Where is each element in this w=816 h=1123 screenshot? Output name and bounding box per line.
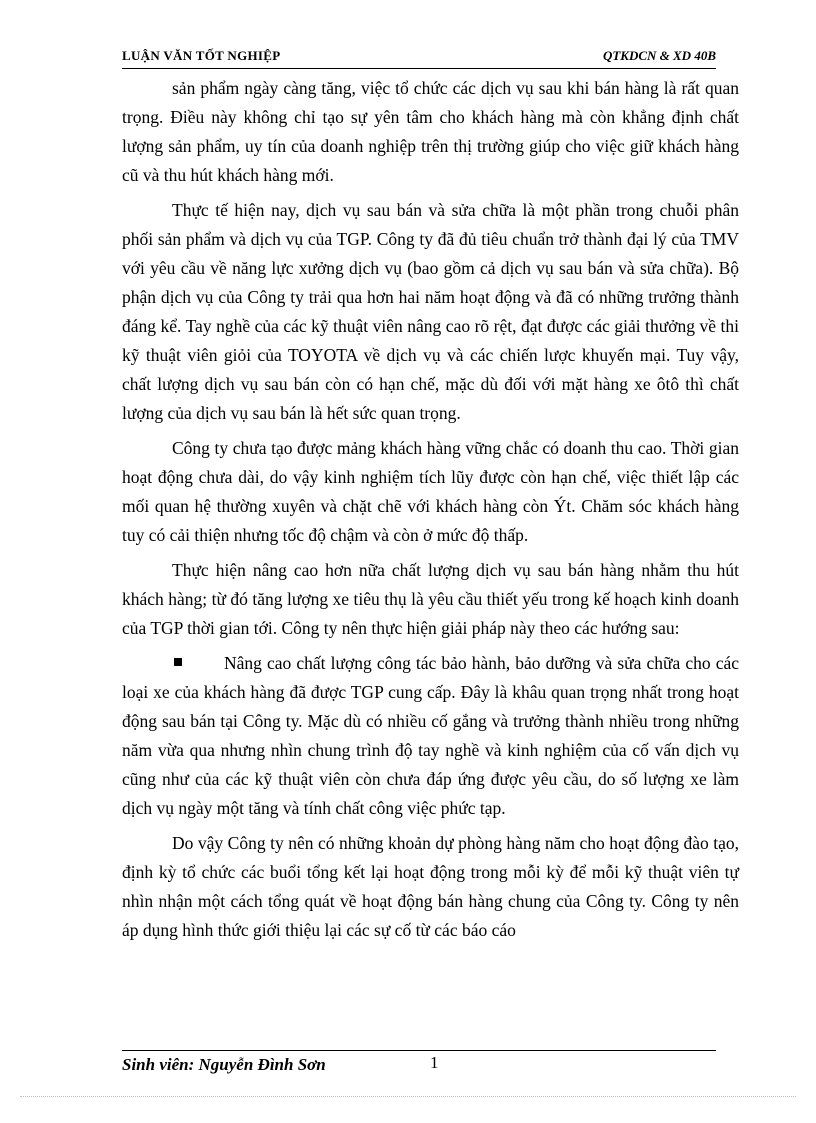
footer-rule <box>122 1050 716 1051</box>
page-number: 1 <box>430 1053 439 1072</box>
paragraph-4: Thực hiện nâng cao hơn nữa chất lượng dịch vụ sau bán hàng nhằm thu hút khách hàng; từ đó tăng lượng xe tiêu thụ là yêu cầu thiết yếu trong kế hoạch kinh doanh của TGP thời gian tới. Công ty nên thực hiện giải pháp này theo các hướng sau: <box>122 560 739 638</box>
document-body <box>122 74 739 951</box>
bullet-text: Nâng cao chất lượng công tác bảo hành, bảo dưỡng và sửa chữa cho các loại xe của khách hàng đã được TGP cung cấp. Đây là khâu quan trọng nhất trong hoạt động sau bán tại Công ty. Mặc dù có nhiều cố gắng và trưởng thành nhiều trong những năm vừa qua nhưng nhìn chung trình độ tay nghề và kinh nghiệm của cố vấn dịch vụ cũng như của các kỹ thuật viên còn chưa đáp ứng được yêu cầu, do số lượng xe làm dịch vụ ngày một tăng và tính chất công việc phức tạp. <box>122 653 739 818</box>
footer-student-name: Sinh viên: Nguyễn Đình Sơn <box>122 1055 326 1074</box>
header-rule <box>122 68 716 69</box>
header-class-code: QTKDCN & XD 40B <box>602 48 716 63</box>
bullet-item <box>122 649 739 823</box>
paragraph-1: sản phẩm ngày càng tăng, việc tổ chức các dịch vụ sau khi bán hàng là rất quan trọng. Điều này không chỉ tạo sự yên tâm cho khách hàng mà còn khẳng định chất lượng sản phẩm, uy tín của doanh nghiệp trên thị trường giúp cho việc giữ khách hàng cũ và thu hút khách hàng mới. <box>122 78 739 185</box>
page-header <box>122 48 716 68</box>
square-bullet-icon <box>174 658 182 666</box>
header-thesis-title: LUẬN VĂN TỐT NGHIỆP <box>122 48 281 63</box>
page-bottom-dotted-border <box>20 1096 796 1097</box>
paragraph-5: Do vậy Công ty nên có những khoản dự phòng hàng năm cho hoạt động đào tạo, định kỳ tổ chức các buổi tổng kết lại hoạt động trong mỗi kỳ để mỗi kỹ thuật viên tự nhìn nhận một cách tổng quát về hoạt động bán hàng chung của Công ty. Công ty nên áp dụng hình thức giới thiệu lại các sự cố từ các báo cáo <box>122 833 739 940</box>
paragraph-3: Công ty chưa tạo được mảng khách hàng vững chắc có doanh thu cao. Thời gian hoạt động chưa dài, do vậy kinh nghiệm tích lũy được còn hạn chế, việc thiết lập các mối quan hệ thường xuyên và chặt chẽ với khách hàng còn Ýt. Chăm sóc khách hàng tuy có cải thiện nhưng tốc độ chậm và còn ở mức độ thấp. <box>122 438 739 545</box>
paragraph-2: Thực tế hiện nay, dịch vụ sau bán và sửa chữa là một phần trong chuỗi phân phối sản phẩm và dịch vụ của TGP. Công ty đã đủ tiêu chuẩn trở thành đại lý của TMV với yêu cầu về năng lực xưởng dịch vụ (bao gồm cả dịch vụ sau bán và sửa chữa). Bộ phận dịch vụ của Công ty trải qua hơn hai năm hoạt động và đã có những trưởng thành đáng kể. Tay nghề của các kỹ thuật viên nâng cao rõ rệt, đạt được các giải thưởng về thi kỹ thuật viên giỏi của TOYOTA về dịch vụ và các chiến lược khuyến mại. Tuy vậy, chất lượng dịch vụ sau bán còn có hạn chế, mặc dù đối với mặt hàng xe ôtô thì chất lượng của dịch vụ sau bán là hết sức quan trọng. <box>122 200 739 423</box>
